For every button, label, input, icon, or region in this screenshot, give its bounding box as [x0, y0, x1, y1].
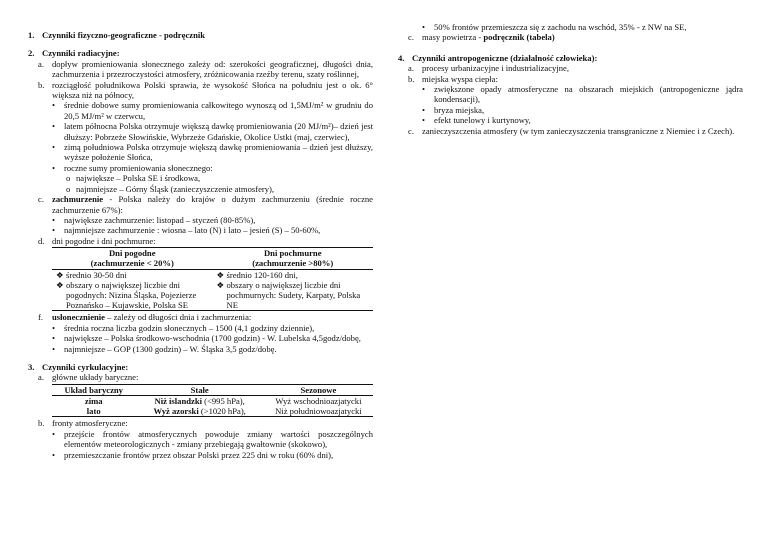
bold-term: Wyż azorski: [153, 406, 199, 417]
section-2-heading: [28, 48, 373, 58]
header-line: Dni pochmurne: [263, 248, 322, 259]
cell-item: [217, 270, 370, 280]
list-item-text: zimą południowa Polska otrzymuje większą dawkę promieniowania – dzień jest dłuższy, wyższe położenie Słońca,: [64, 142, 373, 163]
subpoint-label: a.: [38, 58, 44, 69]
section-title: Czynniki fizyczno-geograficzne - podręcznik: [42, 30, 206, 40]
subpoint-c: [398, 32, 743, 42]
subpoint-text: fronty atmosferyczne:: [52, 418, 128, 429]
subpoint-label: b.: [38, 418, 45, 429]
list-item: [28, 121, 373, 142]
bullet-icon: •: [422, 22, 426, 32]
section-number: 4.: [398, 52, 405, 63]
table-cell: [135, 395, 263, 406]
table-header-cell: Układ baryczny: [64, 384, 123, 395]
section-4-heading: [398, 53, 743, 63]
subpoint-text: główne układy baryczne:: [52, 372, 139, 383]
list-item-text: roczne sumy promieniowania słonecznego:: [64, 162, 213, 173]
section-number: 1.: [28, 30, 35, 40]
bullet-icon: •: [52, 225, 56, 236]
bullet-icon: •: [52, 142, 56, 153]
subpoint-b: [28, 80, 373, 101]
subpoint-text: dopływ promieniowania słonecznego zależy od: szerokości geograficznej, długości dnia, zachmurzenia i przezroczystości atmosfery, zróżnicowania rzeźby terenu, szaty roślinnej,: [52, 58, 373, 80]
header-line: Dni pogodne: [108, 248, 156, 259]
days-table-wrapper: [28, 247, 373, 311]
list-item: [28, 100, 373, 121]
subpoint-a: [398, 63, 743, 73]
table-header-cell: Sezonowe: [300, 384, 337, 395]
sub-list-item: [28, 173, 373, 183]
table-row: [52, 406, 373, 417]
table-header-row: [52, 384, 373, 395]
list-item: [28, 344, 373, 354]
right-column: [398, 22, 743, 144]
cell-text: (>1020 hPa),: [198, 406, 246, 417]
subpoint-a: [28, 372, 373, 382]
cell-item: [56, 270, 209, 280]
cell-item: [217, 280, 370, 311]
sub-list-item: [28, 184, 373, 194]
subpoint-text: [52, 194, 373, 215]
section-3-heading: [28, 362, 373, 372]
subpoint-label: b.: [38, 79, 45, 90]
diamond-bullet-icon: ❖: [216, 279, 225, 290]
bullet-icon: •: [422, 84, 426, 95]
list-item: [28, 450, 373, 460]
list-item-text: przejście frontów atmosferycznych powoduje zmiany wartości poszczególnych elementów meteorologicznych - zmiany przebiegają gwałtownie (skokowo),: [64, 428, 373, 450]
list-item: [28, 225, 373, 235]
bullet-icon: •: [52, 449, 56, 460]
bullet-icon: •: [52, 428, 56, 439]
circle-bullet-icon: o: [66, 183, 71, 194]
subpoint-c: [398, 126, 743, 136]
bold-term: podręcznik (tabela): [483, 32, 555, 43]
days-table: [52, 247, 373, 311]
subpoint-c: [28, 194, 373, 215]
diamond-bullet-icon: ❖: [216, 269, 225, 280]
list-item-text: najmniejsze zachmurzenie : wiosna – lato (N) i lato – jesień (S) – 50-60%,: [64, 225, 321, 236]
bullet-icon: •: [52, 343, 56, 354]
section-title: Czynniki cyrkulacyjne:: [42, 361, 129, 372]
table-header-cell: [52, 248, 213, 269]
circle-bullet-icon: o: [66, 173, 71, 184]
subpoint-label: f.: [38, 312, 44, 323]
bold-term: Niż islandzki: [154, 395, 202, 406]
list-item: [28, 163, 373, 173]
subpoint-b: [28, 418, 373, 428]
left-column: [28, 30, 373, 468]
list-item: [28, 215, 373, 225]
list-item: [398, 115, 743, 125]
cell-item-text: obszary o największej liczbie dni pogodnych: Nizina Śląska, Pojezierze Poznańsko – Kujawskie, Polska SE: [66, 279, 197, 311]
subpoint-text: [52, 312, 373, 322]
sub-list-item-text: najmniejsze – Górny Śląsk (zanieczyszczenie atmosfery),: [76, 183, 275, 194]
subpoint-text: dni pogodne i dni pochmurne:: [52, 235, 156, 246]
table-cell: [135, 406, 263, 417]
cell-text: (<995 hPa),: [202, 395, 245, 406]
subpoint-d: [28, 236, 373, 246]
list-item-text: przemieszczanie frontów przez obszar Polski przez 225 dni w roku (60% dni),: [64, 449, 334, 460]
bullet-icon: •: [52, 214, 56, 225]
table-row: [52, 395, 373, 406]
header-line: (zachmurzenie < 20%): [90, 258, 174, 269]
bullet-icon: •: [422, 115, 426, 126]
subpoint-text: zanieczyszczenia atmosfery (w tym zanieczyszczenia transgraniczne z Niemiec i z Czech).: [422, 125, 735, 136]
bullet-icon: •: [52, 121, 56, 132]
subpoint-f: [28, 312, 373, 322]
table-header-cell: [213, 248, 374, 269]
table-cell: zima: [84, 395, 103, 406]
subpoint-label: c.: [408, 125, 414, 136]
list-item-text: efekt tunelowy i kurtynowy,: [434, 115, 531, 126]
table-header-row: [52, 248, 373, 269]
bullet-icon: •: [52, 333, 56, 344]
subpoint-text: [422, 32, 743, 42]
section-4: [398, 53, 743, 136]
section-2: [28, 48, 373, 354]
list-item: [398, 105, 743, 115]
subpoint-text: procesy urbanizacyjne i industrializacyjne,: [422, 63, 569, 74]
baric-table-wrapper: [28, 384, 373, 418]
table-cell: Niż południowoazjatycki: [275, 406, 362, 417]
list-item: [28, 429, 373, 450]
sub-list-item-text: największe – Polska SE i środkowa,: [76, 173, 201, 184]
cell-item-text: średnio 30-50 dni: [66, 269, 127, 280]
bullet-icon: •: [52, 322, 56, 333]
diamond-bullet-icon: ❖: [56, 269, 64, 280]
subpoint-b: [398, 74, 743, 84]
subpoint-text: rozciągłość południkowa Polski sprawia, że wysokość Słońca na południu jest o ok. 6° większa niż na północy,: [52, 79, 373, 101]
subpoint-label: a.: [408, 63, 414, 74]
subpoint-text-rest: masy powietrza -: [422, 32, 484, 43]
list-item: [28, 333, 373, 343]
list-item-text: średnia roczna liczba godzin słonecznych – 1500 (4,1 godziny dziennie),: [64, 322, 315, 333]
subpoint-label: c.: [38, 194, 44, 205]
list-item: [28, 323, 373, 333]
list-item-text: latem północna Polska otrzymuje większą dawkę promieniowania (20 MJ/m²)– dzień jest dłuższy: Pobrzeże Słowińskie, Wybrzeże Gdańskie, Okolice Ustki (maj, czerwiec),: [64, 121, 373, 142]
section-1: [28, 30, 373, 40]
table-cell: [52, 269, 213, 311]
list-item-text: najmniejsze – GOP (1300 godzin) – W. Śląska 3,5 godz/dobę.: [64, 343, 277, 354]
section-number: 2.: [28, 48, 35, 59]
bullet-icon: •: [52, 162, 56, 173]
subpoint-text: miejska wyspa ciepła:: [422, 73, 498, 84]
subpoint-label: a.: [38, 372, 44, 383]
diamond-bullet-icon: ❖: [56, 279, 64, 290]
cell-item-text: średnio 120-160 dni,: [226, 269, 298, 280]
section-1-heading: [28, 30, 373, 40]
subpoint-text-rest: - Polska należy do krajów o dużym zachmurzeniu (średnie roczne zachmurzenie 67%):: [52, 194, 373, 215]
table-header-cell: Stałe: [190, 384, 209, 395]
subpoint-a: [28, 59, 373, 80]
section-3: [28, 362, 373, 460]
table-cell: lato: [86, 406, 101, 417]
section-number: 3.: [28, 361, 35, 372]
list-item-text: 50% frontów przemieszcza się z zachodu na wschód, 35% - z NW na SE,: [434, 22, 687, 32]
baric-table: [52, 384, 373, 418]
table-cell: [213, 269, 374, 311]
section-title: Czynniki radiacyjne:: [42, 48, 120, 59]
list-item: [398, 22, 743, 32]
table-row: [52, 269, 373, 311]
list-item-text: największe zachmurzenie: listopad – styczeń (80-85%),: [64, 214, 256, 225]
bold-term: zachmurzenie: [52, 194, 104, 205]
table-cell: Wyż wschodnioazjatycki: [275, 395, 362, 406]
bullet-icon: •: [422, 104, 426, 115]
cell-item-text: obszary o największej liczbie dni pochmurnych: Sudety, Karpaty, Polska NE: [226, 279, 361, 311]
section-title: Czynniki antropogeniczne (działalność człowieka):: [412, 52, 598, 63]
subpoint-label: b.: [408, 73, 415, 84]
list-item: [398, 84, 743, 105]
subpoint-text-rest: – zależy od długości dnia i zachmurzenia:: [105, 312, 252, 323]
header-line: (zachmurzenie >80%): [252, 258, 334, 269]
list-item: [28, 142, 373, 163]
bullet-icon: •: [52, 100, 56, 111]
list-item-text: średnie dobowe sumy promieniowania całkowitego wynoszą od 1,5MJ/m² w grudniu do 20,5 MJ/m² w czerwcu,: [64, 100, 373, 121]
subpoint-label: c.: [408, 32, 414, 43]
subpoint-label: d.: [38, 235, 45, 246]
list-item-text: największe – Polska środkowo-wschodnia (1700 godzin) - W. Lubelska 4,5godz/dobę,: [64, 333, 361, 344]
list-item-text: bryza miejska,: [434, 104, 485, 115]
list-item-text: zwiększone opady atmosferyczne na obszarach miejskich (antropogeniczne jądra kondensacji),: [434, 84, 743, 105]
bold-term: usłonecznienie: [52, 312, 105, 323]
cell-item: [56, 280, 209, 311]
